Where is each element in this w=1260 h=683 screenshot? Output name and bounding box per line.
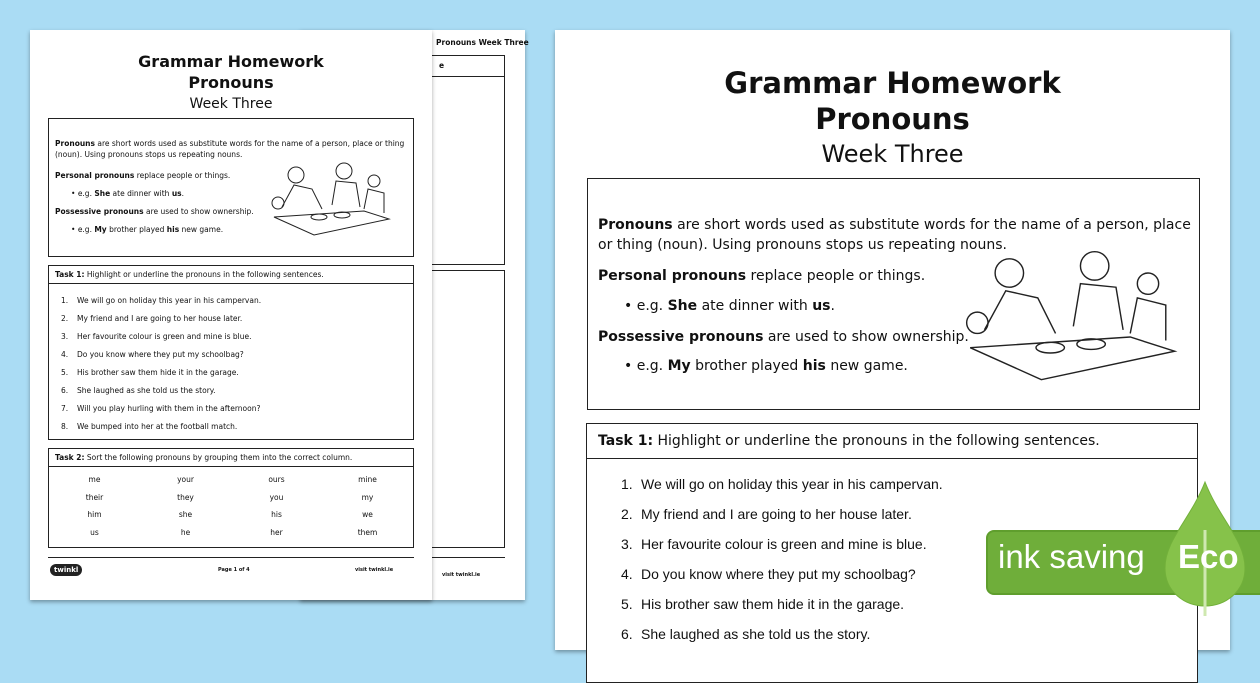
badge-text: ink saving	[998, 538, 1145, 575]
twinkl-logo: twinkl	[50, 564, 82, 576]
task2-box: Task 2: Sort the following pronouns by grouping them into the correct column. me your ours mine their they you my him she his we us he her them	[48, 448, 414, 548]
task1-box: Task 1: Highlight or underline the pronouns in the following sentences. 1. We will go on holiday this year in his campervan. 2. My friend and I are going to her house later. 3. Her favourite colour is green and mine is blue. 4. Do you know where they put my schoolbag? 5. His brother saw them hide it in the garage. 6. She laughed as she told us the story.	[586, 423, 1198, 683]
front-page-thumbnail[interactable]	[30, 30, 432, 600]
info-box: Pronouns are short words used as substitute words for the name of a person, place or thing (noun). Using pronouns stops us repeating nouns. Personal pronouns replace people or things. • e.g. She ate dinner with us. Possessive pronouns are used to show ownership. • e.g. My brother played his new game.	[48, 118, 414, 257]
title: Grammar Homework	[138, 52, 324, 71]
page-number: Page 1 of 4	[218, 567, 250, 573]
subtitle: Week Three	[821, 140, 964, 168]
footer-site: visit twinkl.ie	[355, 567, 394, 573]
task1-box: Task 1: Highlight or underline the pronouns in the following sentences. 1. We will go on holiday this year in his campervan. 2. My friend and I are going to her house later. 3. Her favourite colour is green and mine is blue. 4. Do you know where they put my schoolbag? 5. His brother saw them hide it in the garage. 6. She laughed as she told us the story. 7. Will you play hurling with them in the afternoon? 8. We bumped into her at the football match.	[48, 265, 414, 440]
info-box: Pronouns are short words used as substitute words for the name of a person, place or thing (noun). Using pronouns stops us repeating nouns. Personal pronouns replace people or things. • e.g. She ate dinner with us. Possessive pronouns are used to show ownership. • e.g. My brother played his new game.	[587, 178, 1200, 410]
back-box-label: e	[439, 61, 445, 70]
subtitle: Week Three	[189, 96, 273, 112]
title-2: Pronouns	[815, 102, 970, 136]
family-dinner-illustration	[948, 241, 1188, 401]
family-dinner-illustration	[264, 157, 394, 247]
badge-eco-word: Eco	[1178, 538, 1239, 575]
back-footer-site: visit twinkl.ie	[442, 572, 481, 578]
pronoun-grid: me your ours mine their they you my him she his we us he her them	[85, 475, 378, 537]
title-2: Pronouns	[188, 73, 274, 92]
back-page-header: Pronouns Week Three	[436, 38, 529, 47]
title: Grammar Homework	[724, 66, 1061, 100]
